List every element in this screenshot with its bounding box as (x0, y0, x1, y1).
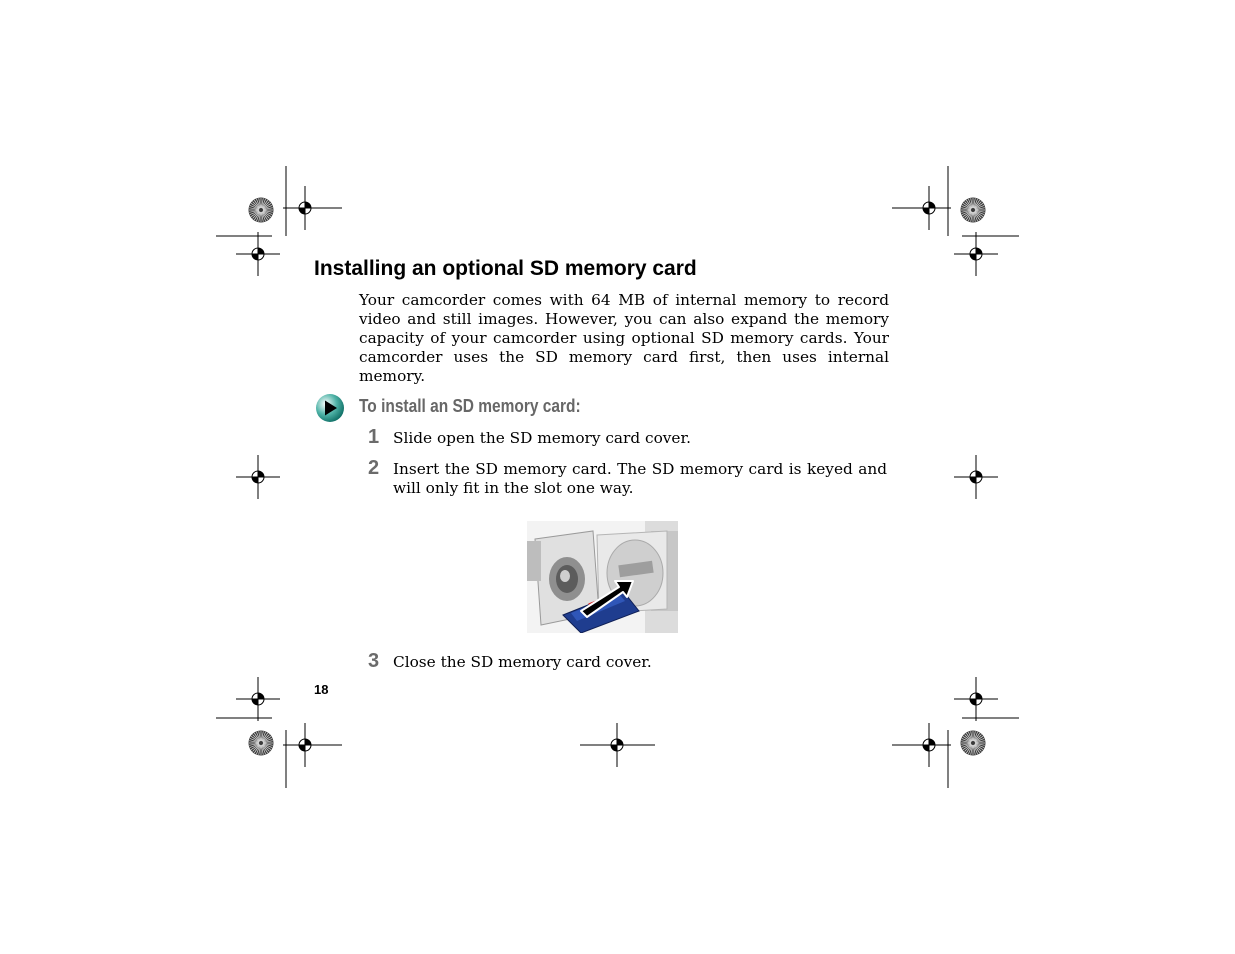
section-heading: Installing an optional SD memory card (314, 257, 697, 280)
intro-paragraph: Your camcorder comes with 64 MB of internal memory to record video and still images. However, you can also expand the memory capacity of your camcorder using optional SD memory cards. Your camcorder uses the SD memory card first, then uses internal memory. (359, 291, 889, 385)
step-number: 3 (368, 650, 380, 672)
sd-card-slot-photo (527, 521, 678, 633)
step-number: 1 (368, 426, 380, 448)
step-number: 2 (368, 457, 380, 479)
step-text: Slide open the SD memory card cover. (393, 429, 691, 447)
step-text: Close the SD memory card cover. (393, 653, 652, 671)
page-number: 18 (314, 682, 329, 697)
step-text: Insert the SD memory card. The SD memory card is keyed and will only fit in the slot one way. (393, 460, 887, 497)
play-arrow-icon (315, 393, 345, 423)
procedure-title: To install an SD memory card: (359, 396, 581, 416)
